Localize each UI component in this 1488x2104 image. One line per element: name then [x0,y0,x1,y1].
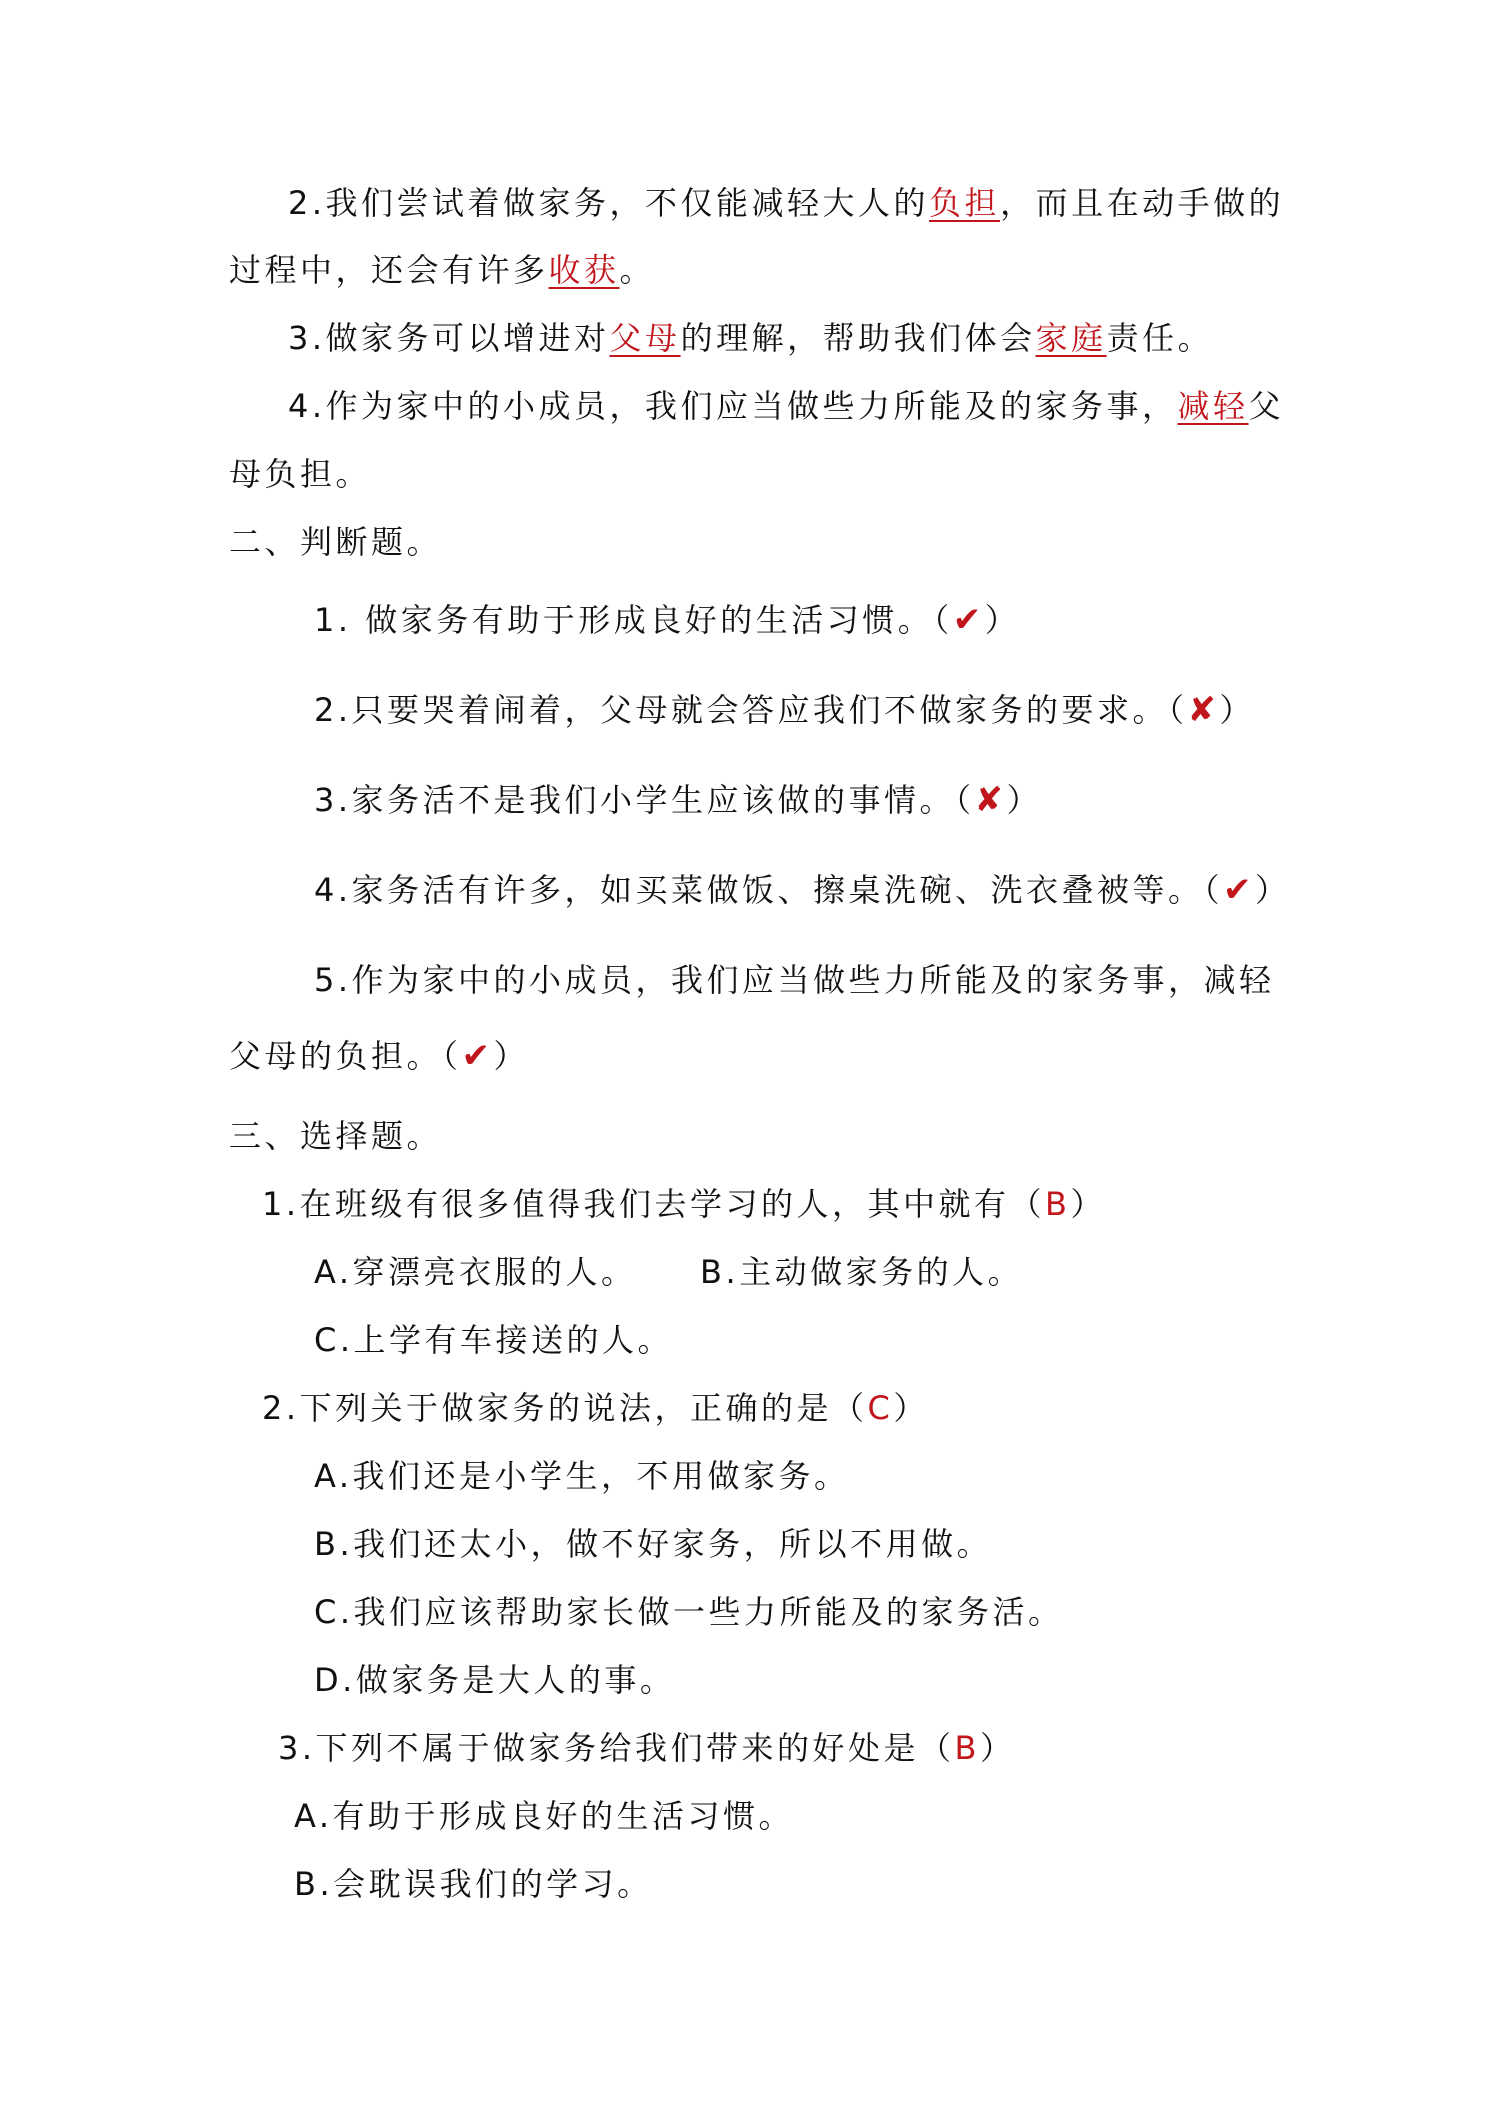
judge-item-2: 2.只要哭着闹着，父母就会答应我们不做家务的要求。（✘） [314,690,1256,730]
fill-q2-line1: 2.我们尝试着做家务，不仅能减轻大人的负担，而且在动手做的 [288,184,1285,222]
section-heading-judge: 二、判断题。 [229,523,443,561]
fill-q4-answer: 减轻 [1177,387,1249,425]
fill-q4-line2: 母负担。 [229,455,372,493]
judge-item-5-line2: 父母的负担。（✔） [229,1036,530,1076]
fill-q3-answer-2: 家庭 [1035,319,1107,357]
judge-item-3: 3.家务活不是我们小学生应该做的事情。（✘） [314,780,1043,820]
choice-q2-option-d: D.做家务是大人的事。 [314,1661,676,1699]
cross-icon: ✘ [1187,690,1220,730]
choice-q3-answer: B [954,1729,980,1767]
choice-q1-stem: 1.在班级有很多值得我们去学习的人，其中就有（B） [262,1185,1107,1223]
choice-q2-answer: C [867,1389,894,1427]
section-heading-choice: 三、选择题。 [229,1117,443,1155]
judge-item-5-line1: 5.作为家中的小成员，我们应当做些力所能及的家务事，减轻 [314,961,1275,999]
fill-q3: 3.做家务可以增进对父母的理解，帮助我们体会家庭责任。 [288,319,1214,357]
fill-q3-answer-1: 父母 [609,319,681,357]
fill-q2-answer-1: 负担 [929,184,1001,222]
choice-q2-option-a: A.我们还是小学生，不用做家务。 [314,1457,850,1495]
choice-q1-answer: B [1045,1185,1071,1223]
choice-q1-option-a: A.穿漂亮衣服的人。 [314,1253,637,1291]
cross-icon: ✘ [974,780,1007,820]
choice-q2-option-b: B.我们还太小，做不好家务，所以不用做。 [314,1525,993,1563]
choice-q3-option-a: A.有助于形成良好的生活习惯。 [294,1797,795,1835]
check-icon: ✔ [952,600,985,640]
choice-q1-option-b: B.主动做家务的人。 [700,1253,1024,1291]
check-icon: ✔ [1223,870,1256,910]
choice-q2-stem: 2.下列关于做家务的说法，正确的是（C） [262,1389,929,1427]
fill-q4-line1: 4.作为家中的小成员，我们应当做些力所能及的家务事，减轻父 [288,387,1285,425]
fill-q2-answer-2: 收获 [548,251,620,289]
judge-item-1: 1. 做家务有助于形成良好的生活习惯。（✔） [314,600,1021,640]
choice-q3-option-b: B.会耽误我们的学习。 [294,1865,653,1903]
choice-q2-option-c: C.我们应该帮助家长做一些力所能及的家务活。 [314,1593,1064,1631]
check-icon: ✔ [461,1036,494,1076]
choice-q3-stem: 3.下列不属于做家务给我们带来的好处是（B） [278,1729,1016,1767]
fill-q2-line2: 过程中，还会有许多收获。 [229,251,656,289]
judge-item-4: 4.家务活有许多，如买菜做饭、擦桌洗碗、洗衣叠被等。（✔） [314,870,1291,910]
choice-q1-option-c: C.上学有车接送的人。 [314,1321,674,1359]
